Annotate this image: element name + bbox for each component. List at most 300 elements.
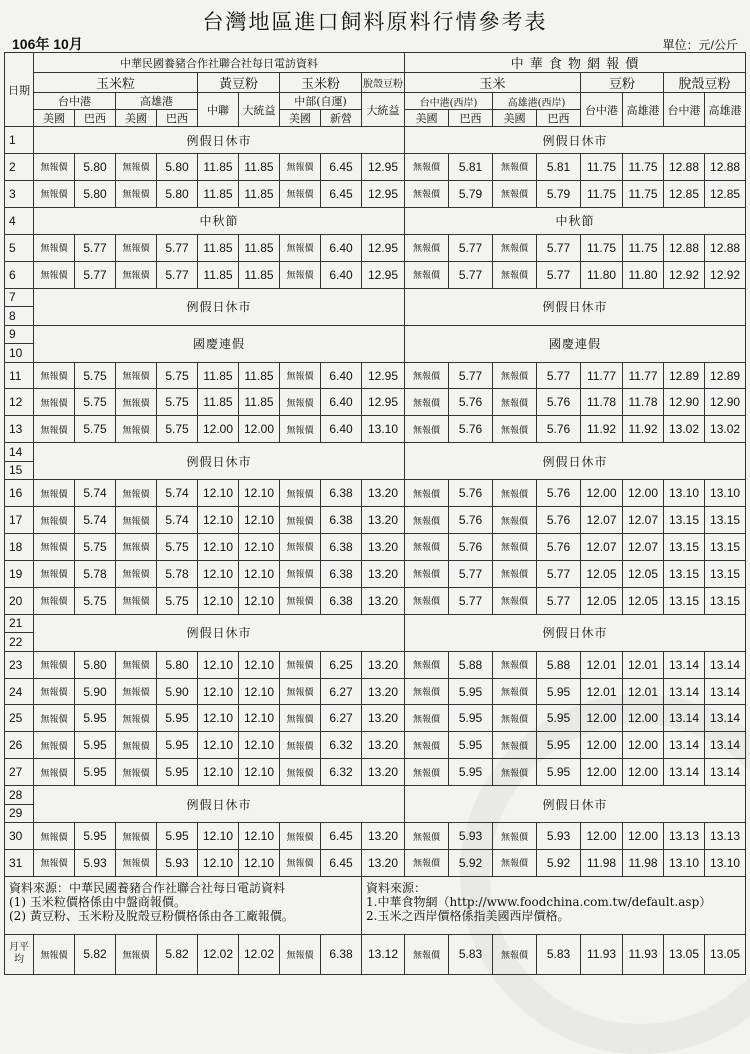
- price-cell: 5.76: [449, 480, 493, 507]
- price-cell: 6.38: [321, 587, 362, 614]
- average-cell: 11.93: [623, 934, 664, 974]
- price-cell: 13.14: [705, 651, 746, 678]
- price-cell: 無報價: [280, 154, 321, 181]
- price-cell: 無報價: [116, 389, 157, 416]
- price-cell: 無報價: [116, 678, 157, 705]
- price-cell: 5.77: [537, 560, 581, 587]
- price-cell: 無報價: [116, 180, 157, 207]
- price-cell: 無報價: [405, 234, 449, 261]
- price-cell: 5.76: [537, 480, 581, 507]
- price-cell: 12.92: [664, 261, 705, 288]
- price-cell: 6.27: [321, 705, 362, 732]
- table-row: [5, 234, 746, 261]
- price-cell: 12.05: [581, 587, 623, 614]
- source-note-line: 1.中華食物網（http://www.foodchina.com.tw/default.asp）: [366, 894, 712, 909]
- day-cell: 25: [5, 705, 34, 732]
- price-cell: 12.10: [198, 732, 239, 759]
- price-cell: 無報價: [34, 154, 75, 181]
- price-cell: 無報價: [493, 261, 537, 288]
- price-cell: 12.07: [623, 534, 664, 561]
- price-cell: 5.75: [75, 587, 116, 614]
- holiday-note-right: 例假日休市: [405, 443, 746, 480]
- table-row: [5, 325, 746, 344]
- price-cell: 13.15: [664, 560, 705, 587]
- taichung-west-header: 台中港(西岸): [405, 93, 493, 110]
- right-group-header: 中 華 食 物 網 報 價: [405, 53, 746, 73]
- price-cell: 13.14: [705, 678, 746, 705]
- price-cell: 6.32: [321, 732, 362, 759]
- table-row: [5, 389, 746, 416]
- datongyi-header-2: 大統益: [362, 93, 405, 127]
- price-cell: 無報價: [405, 480, 449, 507]
- taichung-port-header-3: 台中港: [664, 93, 705, 127]
- average-cell: 無報價: [280, 934, 321, 974]
- day-column-header: 日期: [5, 53, 34, 127]
- price-cell: 6.38: [321, 480, 362, 507]
- price-cell: 5.76: [449, 389, 493, 416]
- source-notes-left: [5, 876, 362, 934]
- price-cell: 6.40: [321, 416, 362, 443]
- price-cell: 無報價: [405, 732, 449, 759]
- price-cell: 5.76: [537, 416, 581, 443]
- price-cell: 無報價: [405, 416, 449, 443]
- price-cell: 6.38: [321, 560, 362, 587]
- price-cell: 無報價: [405, 587, 449, 614]
- price-cell: 無報價: [405, 678, 449, 705]
- price-cell: 12.00: [623, 705, 664, 732]
- day-cell: 7: [5, 288, 34, 307]
- price-cell: 12.90: [705, 389, 746, 416]
- price-cell: 無報價: [34, 534, 75, 561]
- price-cell: 12.10: [198, 507, 239, 534]
- price-cell: 6.45: [321, 180, 362, 207]
- price-cell: 13.15: [705, 587, 746, 614]
- price-cell: 12.00: [581, 759, 623, 786]
- price-cell: 無報價: [116, 651, 157, 678]
- price-cell: 12.95: [362, 234, 405, 261]
- price-cell: 5.95: [537, 759, 581, 786]
- day-cell: 24: [5, 678, 34, 705]
- price-cell: 12.10: [239, 534, 280, 561]
- price-cell: 5.92: [537, 850, 581, 877]
- table-row: [5, 823, 746, 850]
- holiday-note-right: 例假日休市: [405, 786, 746, 823]
- datongyi-header: 大統益: [239, 93, 280, 127]
- price-cell: 13.14: [664, 651, 705, 678]
- price-cell: 無報價: [405, 705, 449, 732]
- average-cell: 12.02: [198, 934, 239, 974]
- price-cell: 5.77: [75, 234, 116, 261]
- price-cell: 13.10: [362, 416, 405, 443]
- price-cell: 無報價: [280, 732, 321, 759]
- origin-usa-header: 美國: [34, 110, 75, 127]
- table-row: [5, 180, 746, 207]
- price-cell: 12.05: [581, 560, 623, 587]
- price-cell: 13.14: [705, 759, 746, 786]
- price-cell: 5.80: [75, 651, 116, 678]
- price-cell: 無報價: [116, 480, 157, 507]
- price-cell: 12.10: [198, 651, 239, 678]
- price-cell: 5.95: [75, 759, 116, 786]
- holiday-note-right: 例假日休市: [405, 614, 746, 651]
- price-cell: 6.45: [321, 823, 362, 850]
- price-cell: 5.81: [449, 154, 493, 181]
- table-row: [5, 443, 746, 462]
- day-cell: 30: [5, 823, 34, 850]
- price-cell: 5.77: [75, 261, 116, 288]
- price-cell: 5.74: [157, 507, 198, 534]
- day-cell: 13: [5, 416, 34, 443]
- price-cell: 13.10: [705, 850, 746, 877]
- table-row: [5, 705, 746, 732]
- price-cell: 12.88: [705, 234, 746, 261]
- price-cell: 無報價: [493, 416, 537, 443]
- price-cell: 12.07: [581, 534, 623, 561]
- holiday-note-left: 例假日休市: [34, 443, 405, 480]
- price-cell: 無報價: [34, 560, 75, 587]
- price-cell: 5.75: [157, 416, 198, 443]
- day-cell: 15: [5, 461, 34, 480]
- price-cell: 無報價: [280, 850, 321, 877]
- price-cell: 13.13: [664, 823, 705, 850]
- price-cell: 12.10: [198, 759, 239, 786]
- price-cell: 5.88: [449, 651, 493, 678]
- price-cell: 11.85: [239, 180, 280, 207]
- price-cell: 無報價: [34, 234, 75, 261]
- price-cell: 12.92: [705, 261, 746, 288]
- day-cell: 23: [5, 651, 34, 678]
- price-cell: 無報價: [405, 850, 449, 877]
- price-cell: 無報價: [493, 480, 537, 507]
- price-cell: 5.77: [537, 261, 581, 288]
- price-cell: 5.95: [75, 705, 116, 732]
- price-cell: 13.20: [362, 678, 405, 705]
- price-cell: 5.77: [449, 560, 493, 587]
- price-cell: 5.93: [449, 823, 493, 850]
- price-cell: 5.75: [75, 362, 116, 389]
- price-cell: 13.02: [664, 416, 705, 443]
- price-cell: 6.45: [321, 850, 362, 877]
- taichung-port-header: 台中港: [34, 93, 116, 110]
- price-cell: 11.85: [239, 261, 280, 288]
- source-note-line: 2.玉米之西岸價格係指美國西岸價格。: [366, 908, 570, 923]
- holiday-note-right: 例假日休市: [405, 288, 746, 325]
- price-cell: 12.00: [239, 416, 280, 443]
- price-cell: 5.75: [157, 362, 198, 389]
- price-cell: 13.10: [664, 480, 705, 507]
- day-cell: 8: [5, 307, 34, 326]
- price-cell: 12.10: [239, 480, 280, 507]
- price-cell: 5.95: [75, 823, 116, 850]
- price-cell: 13.02: [705, 416, 746, 443]
- price-cell: 12.00: [623, 823, 664, 850]
- day-cell: 2: [5, 154, 34, 181]
- price-cell: 6.25: [321, 651, 362, 678]
- day-cell: 26: [5, 732, 34, 759]
- central-shipping-header: 中部(自運): [280, 93, 362, 110]
- price-cell: 無報價: [280, 651, 321, 678]
- price-cell: 12.00: [623, 732, 664, 759]
- day-cell: 31: [5, 850, 34, 877]
- price-cell: 無報價: [34, 507, 75, 534]
- price-cell: 11.85: [239, 154, 280, 181]
- table-row: [5, 759, 746, 786]
- price-cell: 無報價: [34, 261, 75, 288]
- price-cell: 11.85: [198, 154, 239, 181]
- price-cell: 無報價: [493, 507, 537, 534]
- price-cell: 11.92: [581, 416, 623, 443]
- price-cell: 無報價: [405, 534, 449, 561]
- average-cell: 5.83: [537, 934, 581, 974]
- price-cell: 無報價: [116, 261, 157, 288]
- kaohsiung-port-header-2: 高雄港: [623, 93, 664, 127]
- table-row: [5, 614, 746, 633]
- day-cell: 11: [5, 362, 34, 389]
- price-cell: 13.20: [362, 560, 405, 587]
- table-row: [5, 732, 746, 759]
- price-cell: 6.40: [321, 362, 362, 389]
- price-cell: 12.00: [581, 705, 623, 732]
- price-cell: 13.20: [362, 507, 405, 534]
- price-cell: 11.85: [198, 362, 239, 389]
- price-cell: 12.10: [198, 678, 239, 705]
- report-month: 106年 10月: [12, 36, 83, 52]
- price-cell: 13.10: [705, 480, 746, 507]
- price-cell: 13.20: [362, 823, 405, 850]
- price-cell: 無報價: [34, 850, 75, 877]
- price-cell: 13.15: [664, 534, 705, 561]
- holiday-note-right: 例假日休市: [405, 127, 746, 154]
- price-cell: 13.14: [664, 759, 705, 786]
- price-cell: 5.95: [449, 705, 493, 732]
- price-cell: 5.79: [449, 180, 493, 207]
- price-cell: 5.95: [537, 705, 581, 732]
- source-note-line: (2) 黃豆粉、玉米粉及脫殼豆粉價格係由各工廠報價。: [9, 908, 294, 923]
- price-cell: 無報價: [280, 480, 321, 507]
- price-cell: 5.95: [537, 732, 581, 759]
- average-cell: 13.12: [362, 934, 405, 974]
- price-cell: 無報價: [405, 362, 449, 389]
- price-cell: 12.10: [239, 587, 280, 614]
- price-cell: 13.15: [705, 560, 746, 587]
- price-cell: 13.20: [362, 534, 405, 561]
- price-cell: 5.93: [75, 850, 116, 877]
- price-cell: 12.10: [239, 507, 280, 534]
- price-cell: 5.76: [449, 416, 493, 443]
- price-cell: 12.00: [581, 823, 623, 850]
- day-cell: 1: [5, 127, 34, 154]
- price-cell: 無報價: [493, 587, 537, 614]
- price-cell: 無報價: [493, 560, 537, 587]
- price-cell: 13.20: [362, 850, 405, 877]
- price-cell: 5.90: [75, 678, 116, 705]
- price-cell: 無報價: [493, 534, 537, 561]
- table-row: [5, 507, 746, 534]
- table-row: [5, 534, 746, 561]
- price-cell: 無報價: [405, 560, 449, 587]
- soy-powder-header: 豆粉: [581, 73, 664, 93]
- price-cell: 6.40: [321, 389, 362, 416]
- price-cell: 無報價: [493, 234, 537, 261]
- price-cell: 11.92: [623, 416, 664, 443]
- price-cell: 12.10: [239, 678, 280, 705]
- price-cell: 無報價: [493, 732, 537, 759]
- table-row: [5, 651, 746, 678]
- price-cell: 11.98: [581, 850, 623, 877]
- origin-usa-header: 美國: [405, 110, 449, 127]
- price-cell: 無報價: [493, 678, 537, 705]
- price-cell: 12.10: [198, 480, 239, 507]
- origin-usa-header: 美國: [493, 110, 537, 127]
- price-cell: 無報價: [34, 389, 75, 416]
- price-cell: 13.20: [362, 759, 405, 786]
- price-cell: 無報價: [280, 180, 321, 207]
- price-cell: 13.20: [362, 651, 405, 678]
- price-cell: 無報價: [405, 823, 449, 850]
- day-cell: 12: [5, 389, 34, 416]
- price-cell: 無報價: [493, 850, 537, 877]
- holiday-note-right: 國慶連假: [405, 325, 746, 362]
- price-cell: 12.01: [581, 678, 623, 705]
- average-label: 月平均: [5, 934, 34, 974]
- price-cell: 無報價: [493, 180, 537, 207]
- day-cell: 21: [5, 614, 34, 633]
- average-cell: 6.38: [321, 934, 362, 974]
- price-cell: 12.95: [362, 389, 405, 416]
- price-cell: 無報價: [116, 234, 157, 261]
- price-cell: 無報價: [493, 389, 537, 416]
- price-cell: 無報價: [116, 534, 157, 561]
- price-cell: 5.75: [75, 389, 116, 416]
- price-cell: 5.92: [449, 850, 493, 877]
- price-cell: 無報價: [116, 759, 157, 786]
- day-cell: 14: [5, 443, 34, 462]
- price-cell: 5.79: [537, 180, 581, 207]
- price-cell: 5.75: [157, 587, 198, 614]
- dehulled-soy-header-left: 脫殼豆粉: [362, 73, 405, 93]
- day-cell: 4: [5, 207, 34, 234]
- price-cell: 12.00: [581, 732, 623, 759]
- price-cell: 5.76: [537, 534, 581, 561]
- price-cell: 無報價: [34, 480, 75, 507]
- origin-usa-header: 美國: [116, 110, 157, 127]
- price-cell: 5.78: [157, 560, 198, 587]
- price-cell: 5.95: [449, 732, 493, 759]
- price-cell: 無報價: [280, 261, 321, 288]
- price-cell: 12.01: [623, 651, 664, 678]
- price-cell: 無報價: [280, 678, 321, 705]
- price-cell: 12.10: [239, 560, 280, 587]
- price-cell: 5.93: [157, 850, 198, 877]
- price-cell: 12.10: [198, 560, 239, 587]
- price-cell: 6.38: [321, 507, 362, 534]
- price-cell: 5.77: [537, 362, 581, 389]
- price-cell: 5.80: [157, 651, 198, 678]
- price-cell: 5.95: [449, 759, 493, 786]
- holiday-note-right: 中秋節: [405, 207, 746, 234]
- price-cell: 無報價: [34, 823, 75, 850]
- price-cell: 無報價: [116, 705, 157, 732]
- average-cell: 13.05: [705, 934, 746, 974]
- price-cell: 5.76: [449, 534, 493, 561]
- table-row: [5, 678, 746, 705]
- holiday-note-left: 例假日休市: [34, 614, 405, 651]
- day-cell: 10: [5, 344, 34, 363]
- price-cell: 5.77: [449, 587, 493, 614]
- price-cell: 無報價: [405, 759, 449, 786]
- price-cell: 5.77: [537, 587, 581, 614]
- average-cell: 無報價: [405, 934, 449, 974]
- price-cell: 11.77: [623, 362, 664, 389]
- price-cell: 12.10: [198, 587, 239, 614]
- price-cell: 5.81: [537, 154, 581, 181]
- price-cell: 12.05: [623, 560, 664, 587]
- price-cell: 12.10: [239, 732, 280, 759]
- price-cell: 5.77: [157, 261, 198, 288]
- price-cell: 5.74: [75, 480, 116, 507]
- price-cell: 12.95: [362, 180, 405, 207]
- price-cell: 5.77: [449, 362, 493, 389]
- price-cell: 6.38: [321, 534, 362, 561]
- monthly-average-row: [5, 934, 746, 974]
- price-cell: 5.95: [157, 732, 198, 759]
- source-note-line: 資料來源：中華民國養豬合作社聯合社每日電訪資料: [9, 880, 286, 895]
- price-cell: 5.93: [537, 823, 581, 850]
- price-cell: 5.76: [537, 507, 581, 534]
- price-cell: 12.01: [581, 651, 623, 678]
- day-cell: 17: [5, 507, 34, 534]
- price-cell: 12.89: [705, 362, 746, 389]
- table-row: [5, 850, 746, 877]
- price-cell: 無報價: [405, 261, 449, 288]
- price-cell: 無報價: [116, 850, 157, 877]
- kaohsiung-port-header-3: 高雄港: [705, 93, 746, 127]
- price-cell: 13.15: [705, 507, 746, 534]
- origin-usa-header: 美國: [280, 110, 321, 127]
- average-cell: 5.83: [449, 934, 493, 974]
- price-cell: 無報價: [405, 154, 449, 181]
- average-cell: 無報價: [116, 934, 157, 974]
- price-cell: 無報價: [280, 759, 321, 786]
- price-cell: 無報價: [116, 587, 157, 614]
- price-cell: 無報價: [280, 560, 321, 587]
- price-cell: 12.10: [239, 850, 280, 877]
- price-cell: 無報價: [280, 416, 321, 443]
- price-cell: 11.75: [623, 234, 664, 261]
- price-cell: 12.88: [664, 154, 705, 181]
- day-cell: 29: [5, 804, 34, 823]
- price-cell: 13.14: [664, 678, 705, 705]
- price-cell: 11.78: [581, 389, 623, 416]
- price-cell: 12.00: [623, 480, 664, 507]
- price-cell: 12.95: [362, 154, 405, 181]
- price-cell: 5.95: [157, 759, 198, 786]
- price-cell: 無報價: [116, 823, 157, 850]
- price-cell: 6.27: [321, 678, 362, 705]
- price-cell: 無報價: [280, 234, 321, 261]
- price-cell: 12.01: [623, 678, 664, 705]
- price-cell: 5.95: [157, 823, 198, 850]
- price-cell: 5.95: [449, 678, 493, 705]
- price-cell: 無報價: [280, 823, 321, 850]
- price-cell: 12.10: [198, 850, 239, 877]
- price-cell: 無報價: [34, 362, 75, 389]
- day-cell: 27: [5, 759, 34, 786]
- price-cell: 11.75: [581, 180, 623, 207]
- price-cell: 5.74: [75, 507, 116, 534]
- price-cell: 11.85: [239, 362, 280, 389]
- price-cell: 5.77: [537, 234, 581, 261]
